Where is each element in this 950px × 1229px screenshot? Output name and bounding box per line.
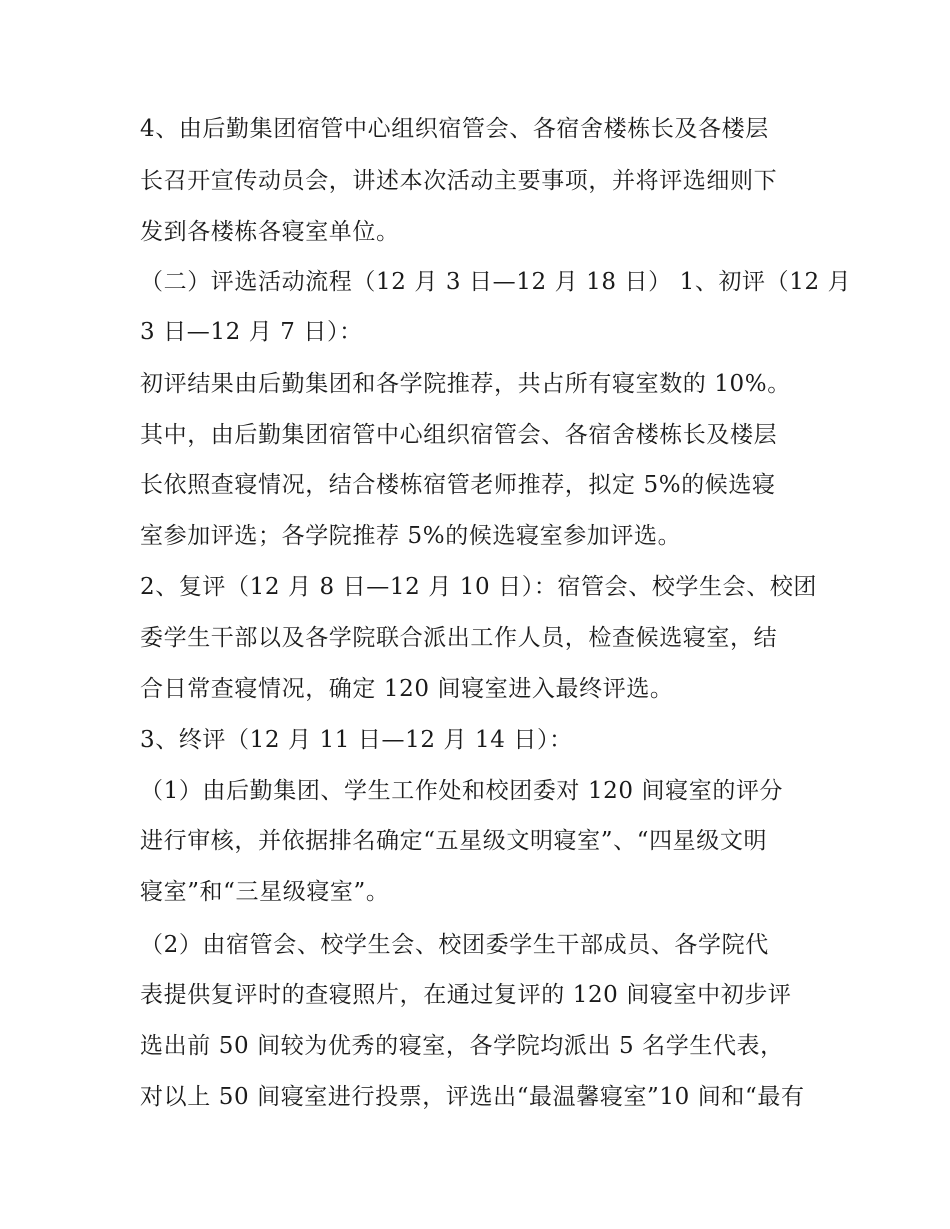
text-line: 寝室”和“三星级寝室”。 [140, 879, 390, 905]
text-line: 其中，由后勤集团宿管中心组织宿管会、各宿舍楼栋长及楼层 [140, 422, 778, 448]
text-line: 室参加评选；各学院推荐 5%的候选寝室参加评选。 [140, 523, 682, 549]
text-line: 对以上 50 间寝室进行投票，评选出“最温馨寝室”10 间和“最有 [140, 1084, 805, 1110]
text-line: 3 日—12 月 7 日）： [140, 319, 363, 345]
text-line: 发到各楼栋各寝室单位。 [140, 219, 400, 245]
text-line: 初评结果由后勤集团和各学院推荐，共占所有寝室数的 10%。 [140, 371, 791, 397]
text-line: 4、由后勤集团宿管中心组织宿管会、各宿舍楼栋长及各楼层 [140, 116, 769, 142]
text-line: 进行审核，并依据排名确定“五星级文明寝室”、“四星级文明 [140, 828, 768, 854]
text-line: 长依照查寝情况，结合楼栋宿管老师推荐，拟定 5%的候选寝 [140, 472, 776, 498]
text-line: 3、终评（12 月 11 日—12 月 14 日）： [140, 727, 573, 753]
text-line: （二）评选活动流程（12 月 3 日—12 月 18 日） 1、初评（12 月 [140, 269, 852, 295]
text-line: 合日常查寝情况，确定 120 间寝室进入最终评选。 [140, 676, 674, 702]
text-line: 长召开宣传动员会，讲述本次活动主要事项，并将评选细则下 [140, 168, 778, 194]
text-line: 委学生干部以及各学院联合派出工作人员，检查候选寝室，结 [140, 625, 778, 651]
text-line: （2）由宿管会、校学生会、校团委学生干部成员、各学院代 [140, 932, 769, 958]
text-line: 2、复评（12 月 8 日—12 月 10 日）：宿管会、校学生会、校团 [140, 574, 818, 600]
text-line: （1）由后勤集团、学生工作处和校团委对 120 间寝室的评分 [140, 778, 784, 804]
text-line: 选出前 50 间较为优秀的寝室，各学院均派出 5 名学生代表， [140, 1033, 784, 1059]
text-line: 表提供复评时的查寝照片，在通过复评的 120 间寝室中初步评 [140, 982, 792, 1008]
